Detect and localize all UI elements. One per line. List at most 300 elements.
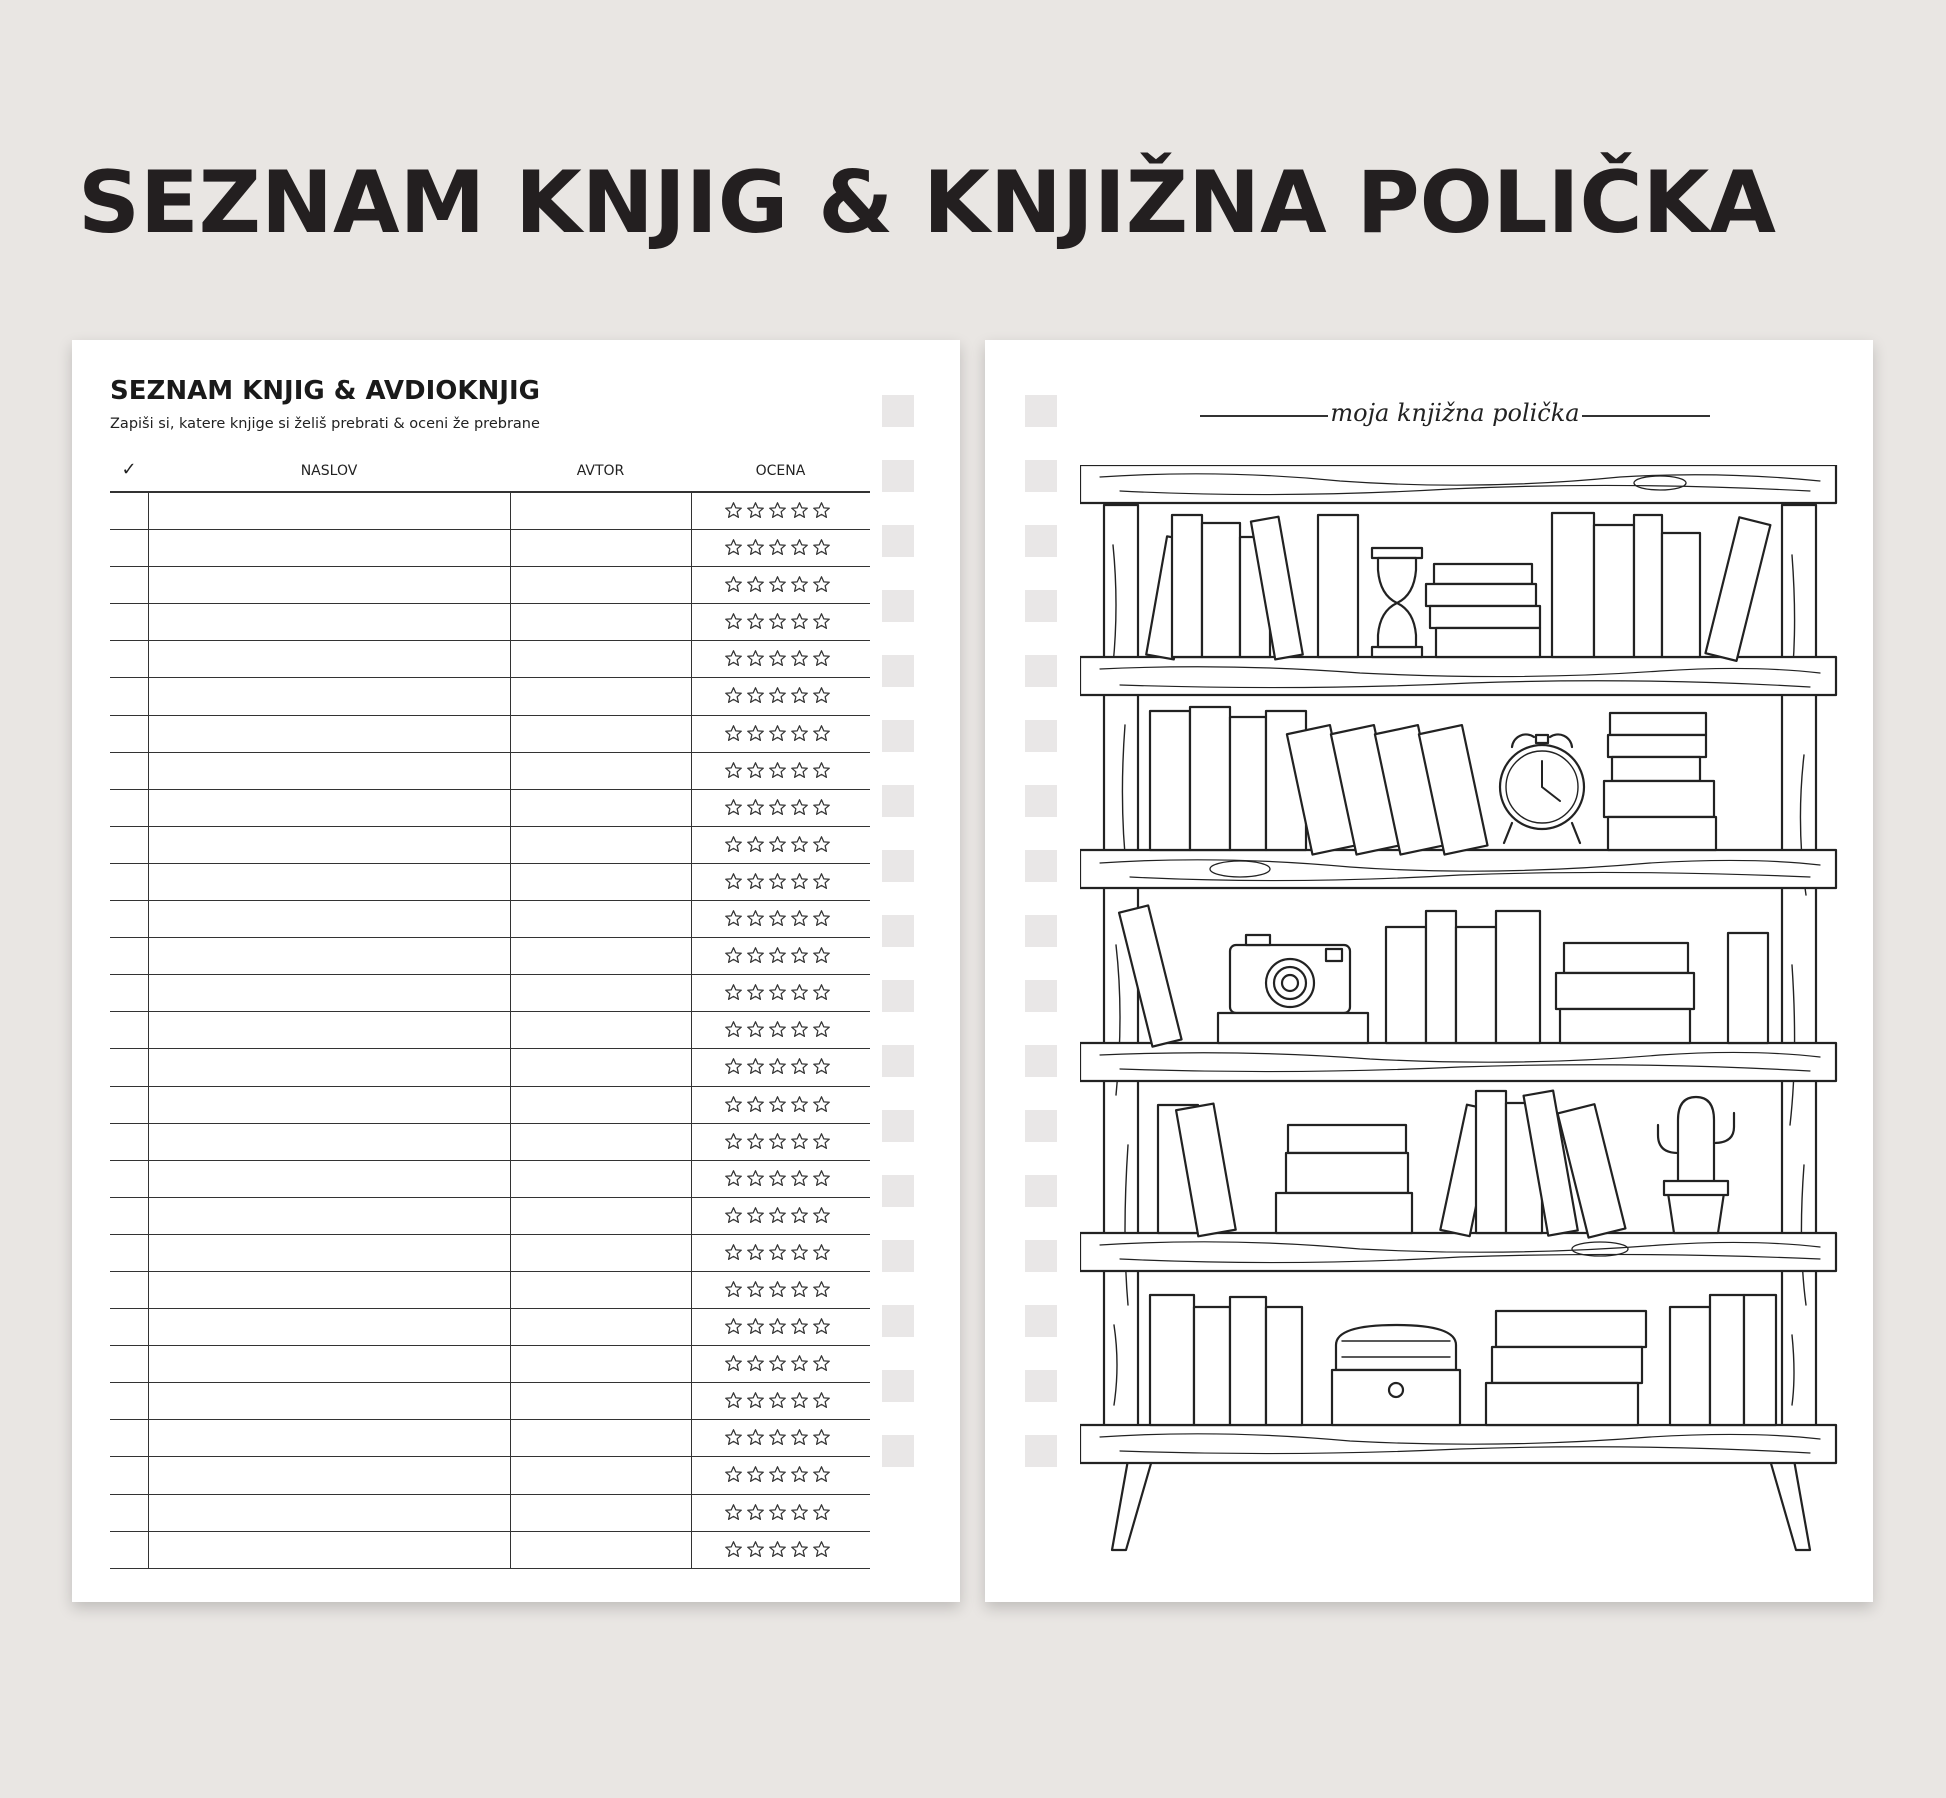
- star-icon[interactable]: [768, 798, 787, 821]
- star-icon[interactable]: [724, 909, 743, 932]
- star-icon[interactable]: [724, 1057, 743, 1080]
- check-cell[interactable]: [110, 1124, 148, 1160]
- check-cell[interactable]: [110, 716, 148, 752]
- star-icon[interactable]: [812, 1354, 831, 1377]
- star-rating[interactable]: [724, 946, 831, 969]
- title-cell[interactable]: [148, 1532, 511, 1568]
- star-icon[interactable]: [812, 575, 831, 598]
- table-row: [110, 567, 870, 604]
- star-icon[interactable]: [724, 538, 743, 561]
- side-tab: [1025, 915, 1057, 947]
- star-icon[interactable]: [790, 1020, 809, 1043]
- star-icon[interactable]: [790, 501, 809, 524]
- star-icon[interactable]: [790, 1465, 809, 1488]
- star-icon[interactable]: [812, 1317, 831, 1340]
- table-row: [110, 1235, 870, 1272]
- star-icon[interactable]: [724, 1317, 743, 1340]
- star-icon[interactable]: [812, 946, 831, 969]
- star-icon[interactable]: [768, 1391, 787, 1414]
- author-cell[interactable]: [510, 1049, 692, 1085]
- author-cell[interactable]: [510, 1346, 692, 1382]
- star-icon[interactable]: [746, 1540, 765, 1563]
- title-cell[interactable]: [148, 530, 511, 566]
- shelf-3-items: [1119, 905, 1768, 1046]
- star-icon[interactable]: [724, 1354, 743, 1377]
- star-icon[interactable]: [812, 1280, 831, 1303]
- side-tab: [882, 590, 914, 622]
- title-cell[interactable]: [148, 864, 511, 900]
- star-icon[interactable]: [768, 1206, 787, 1229]
- star-icon[interactable]: [812, 983, 831, 1006]
- check-cell[interactable]: [110, 901, 148, 937]
- author-cell[interactable]: [510, 1161, 692, 1197]
- star-icon[interactable]: [768, 686, 787, 709]
- star-icon[interactable]: [790, 724, 809, 747]
- star-icon[interactable]: [812, 538, 831, 561]
- check-cell[interactable]: [110, 1272, 148, 1308]
- title-cell[interactable]: [148, 1012, 511, 1048]
- star-rating[interactable]: [724, 1503, 831, 1526]
- title-cell[interactable]: [148, 1049, 511, 1085]
- star-icon[interactable]: [790, 1206, 809, 1229]
- star-icon[interactable]: [812, 1243, 831, 1266]
- star-icon[interactable]: [812, 1169, 831, 1192]
- star-icon[interactable]: [768, 1169, 787, 1192]
- check-cell[interactable]: [110, 827, 148, 863]
- star-rating[interactable]: [724, 798, 831, 821]
- star-icon[interactable]: [724, 1169, 743, 1192]
- table-row: [110, 1420, 870, 1457]
- title-cell[interactable]: [148, 493, 511, 529]
- title-cell[interactable]: [148, 1309, 511, 1345]
- rating-cell: [691, 1087, 871, 1123]
- star-icon[interactable]: [746, 983, 765, 1006]
- star-icon[interactable]: [724, 724, 743, 747]
- star-rating[interactable]: [724, 1428, 831, 1451]
- star-icon[interactable]: [812, 798, 831, 821]
- author-cell[interactable]: [510, 864, 692, 900]
- title-cell[interactable]: [148, 790, 511, 826]
- star-rating[interactable]: [724, 1057, 831, 1080]
- side-tab: [882, 1435, 914, 1467]
- author-cell[interactable]: [510, 1235, 692, 1271]
- check-cell[interactable]: [110, 1087, 148, 1123]
- author-cell[interactable]: [510, 604, 692, 640]
- star-rating[interactable]: [724, 909, 831, 932]
- star-icon[interactable]: [790, 1391, 809, 1414]
- star-icon[interactable]: [724, 983, 743, 1006]
- title-cell[interactable]: [148, 1235, 511, 1271]
- star-icon[interactable]: [768, 1354, 787, 1377]
- table-row: [110, 1012, 870, 1049]
- rating-cell: [691, 530, 871, 566]
- star-icon[interactable]: [746, 1503, 765, 1526]
- star-rating[interactable]: [724, 761, 831, 784]
- check-cell[interactable]: [110, 567, 148, 603]
- star-icon[interactable]: [790, 1243, 809, 1266]
- check-cell[interactable]: [110, 753, 148, 789]
- star-icon[interactable]: [812, 1206, 831, 1229]
- title-cell[interactable]: [148, 1272, 511, 1308]
- star-icon[interactable]: [812, 1095, 831, 1118]
- author-cell[interactable]: [510, 1272, 692, 1308]
- star-icon[interactable]: [790, 835, 809, 858]
- star-icon[interactable]: [812, 1132, 831, 1155]
- star-icon[interactable]: [746, 946, 765, 969]
- star-icon[interactable]: [790, 1095, 809, 1118]
- side-tab: [1025, 720, 1057, 752]
- star-icon[interactable]: [812, 761, 831, 784]
- check-cell[interactable]: [110, 493, 148, 529]
- star-icon[interactable]: [812, 686, 831, 709]
- star-icon[interactable]: [790, 1428, 809, 1451]
- check-cell[interactable]: [110, 1309, 148, 1345]
- shelf-2-items: [1150, 707, 1716, 855]
- star-rating[interactable]: [724, 649, 831, 672]
- star-rating[interactable]: [724, 835, 831, 858]
- title-column-header: NASLOV: [300, 463, 358, 479]
- star-icon[interactable]: [746, 1280, 765, 1303]
- star-icon[interactable]: [724, 501, 743, 524]
- author-cell[interactable]: [510, 678, 692, 714]
- star-icon[interactable]: [724, 612, 743, 635]
- star-icon[interactable]: [790, 761, 809, 784]
- check-cell[interactable]: [110, 1383, 148, 1419]
- star-icon[interactable]: [746, 1317, 765, 1340]
- star-icon[interactable]: [724, 761, 743, 784]
- side-tab: [882, 460, 914, 492]
- star-rating[interactable]: [724, 612, 831, 635]
- check-cell[interactable]: [110, 1012, 148, 1048]
- title-cell[interactable]: [148, 901, 511, 937]
- table-row: [110, 493, 870, 530]
- check-cell[interactable]: [110, 1532, 148, 1568]
- star-icon[interactable]: [768, 1503, 787, 1526]
- star-icon[interactable]: [768, 1465, 787, 1488]
- star-rating[interactable]: [724, 1280, 831, 1303]
- rating-cell: [691, 1309, 871, 1345]
- star-icon[interactable]: [790, 946, 809, 969]
- check-cell[interactable]: [110, 678, 148, 714]
- check-cell[interactable]: [110, 790, 148, 826]
- side-tab: [1025, 1110, 1057, 1142]
- star-icon[interactable]: [812, 835, 831, 858]
- star-icon[interactable]: [790, 1317, 809, 1340]
- star-icon[interactable]: [724, 835, 743, 858]
- author-cell[interactable]: [510, 493, 692, 529]
- star-icon[interactable]: [790, 1057, 809, 1080]
- star-icon[interactable]: [790, 798, 809, 821]
- star-icon[interactable]: [724, 872, 743, 895]
- star-icon[interactable]: [768, 724, 787, 747]
- star-icon[interactable]: [724, 1243, 743, 1266]
- title-cell[interactable]: [148, 1495, 511, 1531]
- star-icon[interactable]: [724, 946, 743, 969]
- star-icon[interactable]: [746, 1391, 765, 1414]
- author-cell[interactable]: [510, 1495, 692, 1531]
- star-icon[interactable]: [746, 649, 765, 672]
- page-title: SEZNAM KNJIG & KNJIŽNA POLIČKA: [78, 153, 1776, 253]
- check-cell[interactable]: [110, 864, 148, 900]
- check-cell[interactable]: [110, 1235, 148, 1271]
- star-icon[interactable]: [746, 1095, 765, 1118]
- star-icon[interactable]: [790, 612, 809, 635]
- star-rating[interactable]: [724, 575, 831, 598]
- table-row: [110, 1087, 870, 1124]
- star-rating[interactable]: [724, 1169, 831, 1192]
- author-cell[interactable]: [510, 827, 692, 863]
- title-cell[interactable]: [148, 1346, 511, 1382]
- star-icon[interactable]: [812, 612, 831, 635]
- treasure-chest-icon: [1332, 1325, 1460, 1425]
- star-icon[interactable]: [768, 835, 787, 858]
- star-rating[interactable]: [724, 1540, 831, 1563]
- star-rating[interactable]: [724, 1465, 831, 1488]
- star-icon[interactable]: [790, 909, 809, 932]
- star-icon[interactable]: [812, 1057, 831, 1080]
- star-icon[interactable]: [746, 1169, 765, 1192]
- side-tab: [1025, 785, 1057, 817]
- star-icon[interactable]: [790, 1354, 809, 1377]
- star-icon[interactable]: [746, 1020, 765, 1043]
- star-icon[interactable]: [768, 1540, 787, 1563]
- star-icon[interactable]: [724, 1280, 743, 1303]
- title-cell[interactable]: [148, 567, 511, 603]
- star-icon[interactable]: [790, 686, 809, 709]
- check-cell[interactable]: [110, 1420, 148, 1456]
- star-icon[interactable]: [768, 1243, 787, 1266]
- star-icon[interactable]: [768, 1428, 787, 1451]
- star-icon[interactable]: [746, 1354, 765, 1377]
- star-icon[interactable]: [768, 946, 787, 969]
- star-rating[interactable]: [724, 872, 831, 895]
- star-icon[interactable]: [790, 649, 809, 672]
- table-row: [110, 1532, 870, 1569]
- star-icon[interactable]: [812, 872, 831, 895]
- star-icon[interactable]: [724, 686, 743, 709]
- author-cell[interactable]: [510, 975, 692, 1011]
- star-icon[interactable]: [746, 1243, 765, 1266]
- star-icon[interactable]: [812, 909, 831, 932]
- star-rating[interactable]: [724, 538, 831, 561]
- star-icon[interactable]: [746, 1057, 765, 1080]
- star-icon[interactable]: [746, 872, 765, 895]
- star-icon[interactable]: [724, 1503, 743, 1526]
- table-row: [110, 938, 870, 975]
- author-cell[interactable]: [510, 790, 692, 826]
- rating-cell: [691, 1198, 871, 1234]
- star-rating[interactable]: [724, 983, 831, 1006]
- side-tab: [1025, 1370, 1057, 1402]
- star-rating[interactable]: [724, 724, 831, 747]
- star-icon[interactable]: [746, 798, 765, 821]
- check-cell[interactable]: [110, 1161, 148, 1197]
- star-icon[interactable]: [812, 649, 831, 672]
- check-cell[interactable]: [110, 938, 148, 974]
- star-icon[interactable]: [724, 1020, 743, 1043]
- author-cell[interactable]: [510, 1309, 692, 1345]
- star-rating[interactable]: [724, 686, 831, 709]
- star-icon[interactable]: [768, 1132, 787, 1155]
- star-icon[interactable]: [790, 983, 809, 1006]
- star-icon[interactable]: [812, 501, 831, 524]
- star-rating[interactable]: [724, 1317, 831, 1340]
- author-cell[interactable]: [510, 567, 692, 603]
- star-rating[interactable]: [724, 1095, 831, 1118]
- star-icon[interactable]: [790, 872, 809, 895]
- title-cell[interactable]: [148, 641, 511, 677]
- star-icon[interactable]: [790, 1540, 809, 1563]
- star-icon[interactable]: [768, 983, 787, 1006]
- star-icon[interactable]: [724, 1206, 743, 1229]
- star-icon[interactable]: [746, 724, 765, 747]
- check-cell[interactable]: [110, 1346, 148, 1382]
- star-icon[interactable]: [724, 575, 743, 598]
- star-icon[interactable]: [768, 1280, 787, 1303]
- title-cell[interactable]: [148, 1383, 511, 1419]
- star-icon[interactable]: [812, 1391, 831, 1414]
- star-icon[interactable]: [812, 1465, 831, 1488]
- star-icon[interactable]: [768, 1317, 787, 1340]
- star-rating[interactable]: [724, 1132, 831, 1155]
- star-icon[interactable]: [746, 612, 765, 635]
- star-icon[interactable]: [790, 1503, 809, 1526]
- star-icon[interactable]: [724, 1132, 743, 1155]
- author-cell[interactable]: [510, 938, 692, 974]
- title-cell[interactable]: [148, 938, 511, 974]
- table-row: [110, 1383, 870, 1420]
- star-icon[interactable]: [768, 649, 787, 672]
- title-cell[interactable]: [148, 604, 511, 640]
- title-cell[interactable]: [148, 975, 511, 1011]
- rating-cell: [691, 753, 871, 789]
- star-icon[interactable]: [768, 761, 787, 784]
- star-icon[interactable]: [768, 501, 787, 524]
- title-cell[interactable]: [148, 1457, 511, 1493]
- author-column-header: AVTOR: [576, 463, 625, 479]
- star-icon[interactable]: [746, 909, 765, 932]
- star-icon[interactable]: [746, 575, 765, 598]
- star-rating[interactable]: [724, 1020, 831, 1043]
- star-icon[interactable]: [812, 1503, 831, 1526]
- star-icon[interactable]: [768, 538, 787, 561]
- star-icon[interactable]: [790, 1132, 809, 1155]
- author-cell[interactable]: [510, 530, 692, 566]
- star-icon[interactable]: [768, 1095, 787, 1118]
- star-icon[interactable]: [812, 1020, 831, 1043]
- check-cell[interactable]: [110, 641, 148, 677]
- rating-cell: [691, 1161, 871, 1197]
- star-icon[interactable]: [724, 1465, 743, 1488]
- star-icon[interactable]: [768, 575, 787, 598]
- rating-column-header: OCENA: [755, 463, 806, 479]
- star-icon[interactable]: [768, 909, 787, 932]
- star-icon[interactable]: [768, 1057, 787, 1080]
- author-cell[interactable]: [510, 753, 692, 789]
- side-tab: [882, 525, 914, 557]
- title-cell[interactable]: [148, 678, 511, 714]
- author-cell[interactable]: [510, 1087, 692, 1123]
- star-icon[interactable]: [724, 798, 743, 821]
- star-icon[interactable]: [746, 1428, 765, 1451]
- side-tab: [882, 1110, 914, 1142]
- star-icon[interactable]: [812, 1540, 831, 1563]
- title-cell[interactable]: [148, 1420, 511, 1456]
- author-cell[interactable]: [510, 1383, 692, 1419]
- star-icon[interactable]: [746, 761, 765, 784]
- star-icon[interactable]: [790, 1169, 809, 1192]
- title-cell[interactable]: [148, 827, 511, 863]
- author-cell[interactable]: [510, 1124, 692, 1160]
- check-cell[interactable]: [110, 1198, 148, 1234]
- check-cell[interactable]: [110, 1495, 148, 1531]
- rating-cell: [691, 1383, 871, 1419]
- side-tab: [882, 915, 914, 947]
- star-rating[interactable]: [724, 1206, 831, 1229]
- star-icon[interactable]: [724, 1095, 743, 1118]
- author-cell[interactable]: [510, 1012, 692, 1048]
- star-icon[interactable]: [724, 1540, 743, 1563]
- star-icon[interactable]: [724, 1428, 743, 1451]
- star-icon[interactable]: [746, 1206, 765, 1229]
- star-icon[interactable]: [790, 1280, 809, 1303]
- star-rating[interactable]: [724, 1243, 831, 1266]
- check-cell[interactable]: [110, 975, 148, 1011]
- star-rating[interactable]: [724, 1354, 831, 1377]
- check-cell[interactable]: [110, 1049, 148, 1085]
- author-cell[interactable]: [510, 1198, 692, 1234]
- title-cell[interactable]: [148, 1198, 511, 1234]
- author-cell[interactable]: [510, 1457, 692, 1493]
- title-cell[interactable]: [148, 1087, 511, 1123]
- list-heading: SEZNAM KNJIG & AVDIOKNJIG: [110, 376, 540, 406]
- star-icon[interactable]: [746, 835, 765, 858]
- star-icon[interactable]: [724, 649, 743, 672]
- star-rating[interactable]: [724, 501, 831, 524]
- star-rating[interactable]: [724, 1391, 831, 1414]
- author-cell[interactable]: [510, 716, 692, 752]
- check-cell[interactable]: [110, 530, 148, 566]
- rating-cell: [691, 975, 871, 1011]
- star-icon[interactable]: [746, 1132, 765, 1155]
- title-cell[interactable]: [148, 716, 511, 752]
- table-row: [110, 1495, 870, 1532]
- star-icon[interactable]: [724, 1391, 743, 1414]
- title-rule-right: [1582, 415, 1710, 417]
- author-cell[interactable]: [510, 641, 692, 677]
- title-cell[interactable]: [148, 1161, 511, 1197]
- star-icon[interactable]: [790, 538, 809, 561]
- table-row: [110, 1049, 870, 1086]
- check-cell[interactable]: [110, 604, 148, 640]
- star-icon[interactable]: [812, 1428, 831, 1451]
- star-icon[interactable]: [746, 538, 765, 561]
- star-icon[interactable]: [746, 501, 765, 524]
- title-cell[interactable]: [148, 753, 511, 789]
- star-icon[interactable]: [746, 1465, 765, 1488]
- star-icon[interactable]: [746, 686, 765, 709]
- star-icon[interactable]: [768, 612, 787, 635]
- author-cell[interactable]: [510, 1532, 692, 1568]
- star-icon[interactable]: [812, 724, 831, 747]
- star-icon[interactable]: [790, 575, 809, 598]
- title-cell[interactable]: [148, 1124, 511, 1160]
- author-cell[interactable]: [510, 901, 692, 937]
- star-icon[interactable]: [768, 872, 787, 895]
- check-cell[interactable]: [110, 1457, 148, 1493]
- star-icon[interactable]: [768, 1020, 787, 1043]
- author-cell[interactable]: [510, 1420, 692, 1456]
